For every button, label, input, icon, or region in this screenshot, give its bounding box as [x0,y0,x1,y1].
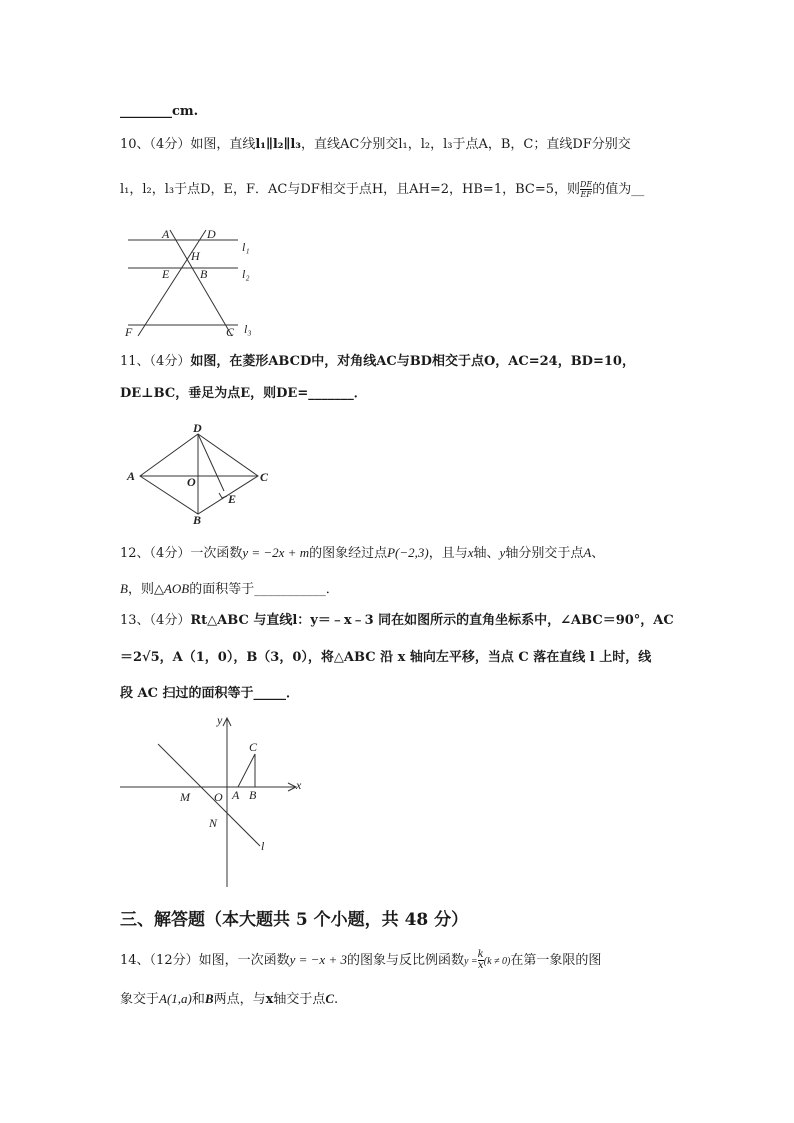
parallel-relation: l₁∥l₂∥l₃ [255,137,302,152]
q14-text: 和 [191,992,205,1007]
fraction-denominator: x [477,960,484,971]
q12-line-2 [120,580,339,599]
triangle-abc [238,754,255,787]
q12-text: 轴分别交于点 [505,546,584,561]
q14-text: 象交于 [120,992,160,1007]
q10-line-1 [120,136,631,154]
label-l1: l₁ [242,240,250,254]
label-a: A [127,469,136,483]
y-axis-symbol: y [499,545,506,560]
q14-text: 两点，与 [213,992,266,1007]
label-e: E [228,492,237,506]
label-a: A [232,788,240,802]
point-a: A [583,545,592,560]
line-df [138,230,206,336]
point-c: C [325,991,335,1006]
label-a: A [162,227,170,241]
question-number: 13、（4分） [120,613,191,628]
function-expression: y = −2x + m [242,545,310,560]
q14-text: 轴交于点 [273,992,326,1007]
q13-figure [118,712,318,892]
k-condition: (k ≠ 0) [483,956,511,967]
q13-text: ，A（1，0），B（3，0），将△ABC 沿 x 轴向左平移，当点 C 落在直线 l 上时，线 [159,650,652,665]
q14-text: 的图象与反比例函数 [346,953,464,968]
sqrt-five: √5 [142,650,160,665]
line-ac [170,230,232,336]
q13-text: ＝2 [120,650,143,665]
question-number: 11、（4分） [120,354,191,369]
q14-text: . [334,992,339,1007]
q10-text: 如图，直线 [190,137,256,152]
q13-line-1 [120,612,674,630]
label-l3: l₃ [244,322,252,336]
unit-text: cm. [172,104,199,119]
q11-text: 如图，在菱形ABCD中，对角线AC与BD相交于点O，AC=24，BD=10， [190,354,635,369]
point-b: B [120,581,128,596]
q10-text: ，直线AC分别交l₁，l₂，l₃于点A，B，C；直线DF分别交 [301,137,631,152]
label-f: F [125,325,133,339]
q10-text: l₁，l₂，l₃于点D，E，F．AC与DF相交于点H，且AH=2，HB=1，BC=5，则 [120,182,581,197]
q10-text: 的值为__ [592,182,645,197]
label-l2: l₂ [242,267,250,281]
question-number: 10、（4分） [120,137,191,152]
point-a: A(1,a) [159,991,192,1006]
ratio-fraction [580,180,592,199]
q14-text: 如图，一次函数 [198,953,290,968]
q12-text: 、 [591,546,605,561]
right-angle-mark [219,493,227,498]
linear-function: y = −x + 3 [289,952,347,967]
section-heading: 三、解答题（本大题共 5 个小题，共 48 分） [120,910,469,930]
q12-text: ，则 [127,582,154,597]
q12-text: 的面积等于___________． [189,582,339,597]
q12-text: 一次函数 [190,546,243,561]
q13-line-2 [120,649,651,667]
x-axis-symbol: x [265,992,274,1007]
q9-tail [120,103,198,121]
fraction-numerator: k [477,949,484,960]
q12-text: 的图象经过点 [309,546,388,561]
label-c: C [226,325,235,339]
rhombus-abcd [140,434,258,514]
q14-line-2 [120,990,338,1009]
label-n: N [209,816,218,830]
q11-line-2 [120,385,367,403]
q13-line-3 [120,685,299,703]
q10-figure [118,222,268,342]
fraction-denominator: EF [580,190,592,199]
q14-text: 在第一象限的图 [510,953,602,968]
question-number: 12、（4分） [120,546,191,561]
label-c: C [249,740,258,754]
line-l [158,744,260,846]
q11-line-1 [120,353,635,371]
q11-text: DE⊥BC，垂足为点E，则DE=_______． [120,386,367,401]
q10-line-2 [120,180,644,199]
point-p: P(−2,3) [387,545,429,560]
label-d: D [207,227,216,241]
label-o: O [187,475,196,489]
label-b: B [249,788,257,802]
q13-text: 段 AC 扫过的面积等于_____． [120,686,299,701]
answer-blank: ________ [120,104,172,119]
label-b: B [193,513,202,527]
fraction-numerator: DE [580,180,593,189]
label-d: D [193,421,202,435]
triangle-aob: △AOB [153,581,190,596]
label-b: B [200,267,208,281]
label-x: x [296,778,302,792]
question-number: 14、（12分） [120,953,199,968]
q12-text: 轴、 [473,546,500,561]
label-y: y [217,713,223,727]
q12-line-1 [120,544,604,563]
label-l: l [261,839,265,853]
point-b: B [204,991,214,1006]
q11-figure [120,420,280,530]
x-axis-symbol: x [467,545,474,560]
q14-line-1: 14、（12分）如图，一次函数y = −x + 3的图象与反比例函数y = $\frac{k}{x}$ (k ≠ 0)在第一象限的图 [120,949,602,971]
label-m: M [180,790,190,804]
q13-text: Rt△ABC 与直线l：y＝﹣x﹣3 同在如图所示的直角坐标系中，∠ABC＝90°，AC [190,613,674,628]
q12-text: ，且与 [428,546,468,561]
label-h: H [191,249,200,263]
label-e: E [162,267,170,281]
label-c: C [260,470,269,484]
label-o: O [214,790,223,804]
